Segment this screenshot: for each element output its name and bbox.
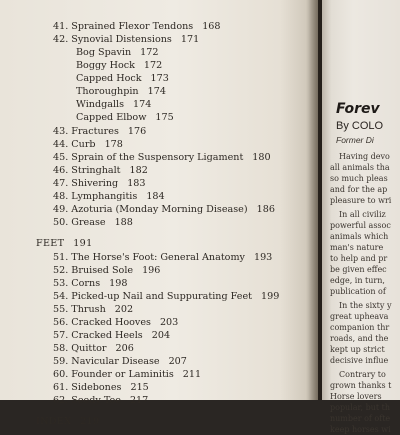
toc-entry <box>53 343 134 355</box>
toc-entry-title: 60. Founder or Laminitis <box>53 369 174 380</box>
facing-body-line: to help and pr <box>330 254 388 263</box>
facing-former-title: Former Di <box>336 135 374 145</box>
toc-entry-page: 176 <box>127 126 147 137</box>
toc-entry <box>53 178 146 190</box>
toc-entry-title: 57. Cracked Heels <box>53 330 143 341</box>
toc-entry-title: 50. Grease <box>53 217 106 228</box>
toc-entry <box>76 73 169 85</box>
toc-entry-page: 171 <box>180 34 200 45</box>
toc-entry-page: 172 <box>143 60 163 71</box>
facing-body-line: number of ofte <box>330 414 391 423</box>
toc-entry-title: 47. Shivering <box>53 178 119 189</box>
toc-entry <box>53 395 148 407</box>
toc-entry-title: 59. Navicular Disease <box>53 356 160 367</box>
toc-entry-title: Bog Spavin <box>76 47 132 58</box>
toc-entry-title: 58. Quittor <box>53 343 107 354</box>
facing-body-line: so much pleas <box>330 174 388 183</box>
facing-title: Forev <box>336 101 380 117</box>
toc-entry-page: 199 <box>261 291 280 302</box>
toc-entry-page: 211 <box>182 369 202 380</box>
toc-entry-title: 42. Synovial Distensions <box>53 34 172 45</box>
toc-entry <box>76 86 166 98</box>
facing-body-line: and for the ap <box>330 185 388 194</box>
facing-body-line: all animals tha <box>330 163 390 172</box>
toc-entry-page: 183 <box>127 178 146 189</box>
toc-entry-title: 61. Sidebones <box>53 382 122 393</box>
toc-entry-page: 202 <box>114 304 134 315</box>
toc-entry-page: 173 <box>150 73 169 84</box>
facing-byline: By COLO <box>336 120 384 132</box>
facing-body-line: be given effec <box>330 265 387 274</box>
facing-body-line: In the sixty y <box>339 301 392 310</box>
toc-entry-title: 48. Lymphangitis <box>53 191 138 202</box>
toc-entry-title: 41. Sprained Flexor Tendons <box>53 21 194 32</box>
toc-entry <box>53 126 146 138</box>
toc-entry-page: 182 <box>129 165 148 176</box>
facing-body-line: roads, and the <box>330 334 389 343</box>
toc-entry <box>53 317 178 329</box>
toc-entry-page: 193 <box>253 252 273 263</box>
toc-entry <box>53 165 148 177</box>
toc-entry-title: 52. Bruised Sole <box>53 265 134 276</box>
facing-body-line: decisive influe <box>330 356 389 365</box>
toc-entry <box>53 139 123 151</box>
toc-entry-page: 204 <box>151 330 171 341</box>
facing-body-line: man's nature <box>330 243 384 252</box>
toc-entry-page: 198 <box>109 278 128 289</box>
toc-entry <box>76 112 174 124</box>
toc-entry-page: 219 <box>80 416 100 427</box>
toc-entry-title: 62. Seedy Toe <box>53 395 121 406</box>
toc-entry-page: 172 <box>140 47 159 58</box>
facing-body-line: In all civiliz <box>339 210 386 219</box>
toc-entry-page: 207 <box>168 356 187 367</box>
right-page <box>322 0 400 434</box>
toc-entry-page: 174 <box>147 86 166 97</box>
toc-entry <box>53 291 279 303</box>
toc-entry-title: Windgalls <box>76 99 125 110</box>
facing-body-line: Having devo <box>339 152 390 161</box>
toc-entry <box>53 152 271 164</box>
toc-entry-title: Capped Hock <box>76 73 142 84</box>
toc-entry <box>76 60 162 72</box>
toc-entry <box>53 278 127 290</box>
toc-entry-title: 53. Corns <box>53 278 101 289</box>
toc-entry-title: FEET <box>36 238 65 249</box>
facing-body-line: powerful assoc <box>330 221 391 230</box>
toc-entry-page: 168 <box>202 21 221 32</box>
toc-entry <box>53 21 221 33</box>
facing-body-line: animals which <box>330 232 389 241</box>
facing-body-line: great upheava <box>330 312 389 321</box>
toc-entry-title: 46. Stringhalt <box>53 165 121 176</box>
facing-body-line: companion thr <box>330 323 390 332</box>
facing-body-line: edge, in turn, <box>330 276 385 285</box>
toc-entry <box>53 34 199 46</box>
toc-entry-page: 203 <box>159 317 179 328</box>
toc-entry-title: 55. Thrush <box>53 304 106 315</box>
toc-entry <box>53 330 170 342</box>
toc-section-heading <box>36 238 92 250</box>
toc-entry <box>53 191 165 203</box>
facing-body-line: publication of <box>330 287 386 296</box>
toc-entry-page: 188 <box>114 217 133 228</box>
toc-entry <box>53 382 149 394</box>
toc-entry-page: 186 <box>256 204 275 215</box>
toc-entry-page: 175 <box>155 112 174 123</box>
toc-entry-page: 184 <box>146 191 165 202</box>
toc-entry-page: 215 <box>130 382 149 393</box>
toc-entry <box>53 265 160 277</box>
facing-body-line: Contrary to <box>339 370 386 379</box>
facing-body-line: kept up strict <box>330 345 385 354</box>
toc-entry-page: 178 <box>104 139 123 150</box>
toc-entry <box>53 217 133 229</box>
toc-entry-title: Boggy Hock <box>76 60 135 71</box>
facing-body-line: keep horses wi <box>330 425 391 434</box>
toc-entry-title: 51. The Horse's Foot: General Anatomy <box>53 252 245 263</box>
toc-entry-page: 196 <box>142 265 161 276</box>
toc-entry <box>53 356 187 368</box>
toc-entry <box>76 99 151 111</box>
toc-entry-page: 217 <box>129 395 149 406</box>
toc-entry <box>53 204 275 216</box>
toc-entry-title: INDEX <box>36 416 72 427</box>
toc-section-heading <box>36 416 99 428</box>
toc-entry <box>76 47 158 59</box>
toc-entry-title: 49. Azoturia (Monday Morning Disease) <box>53 204 248 215</box>
facing-body-line: pleasure to wri <box>330 196 392 205</box>
facing-body-line: Horse lovers <box>330 392 382 401</box>
toc-entry-page: 174 <box>133 99 152 110</box>
facing-body-line: grown thanks t <box>330 381 392 390</box>
toc-entry <box>53 369 201 381</box>
toc-entry-page: 180 <box>252 152 271 163</box>
toc-entry-title: 44. Curb <box>53 139 96 150</box>
toc-entry <box>53 252 272 264</box>
toc-entry-title: 43. Fractures <box>53 126 119 137</box>
toc-entry-title: 56. Cracked Hooves <box>53 317 151 328</box>
toc-entry-title: Thoroughpin <box>76 86 139 97</box>
toc-entry-title: Capped Elbow <box>76 112 147 123</box>
toc-entry-title: 54. Picked-up Nail and Suppurating Feet <box>53 291 252 302</box>
toc-entry <box>53 304 133 316</box>
toc-entry-title: 45. Sprain of the Suspensory Ligament <box>53 152 244 163</box>
toc-entry-page: 191 <box>73 238 93 249</box>
toc-entry-page: 206 <box>115 343 134 354</box>
facing-body-line: popular, but th <box>330 403 390 412</box>
